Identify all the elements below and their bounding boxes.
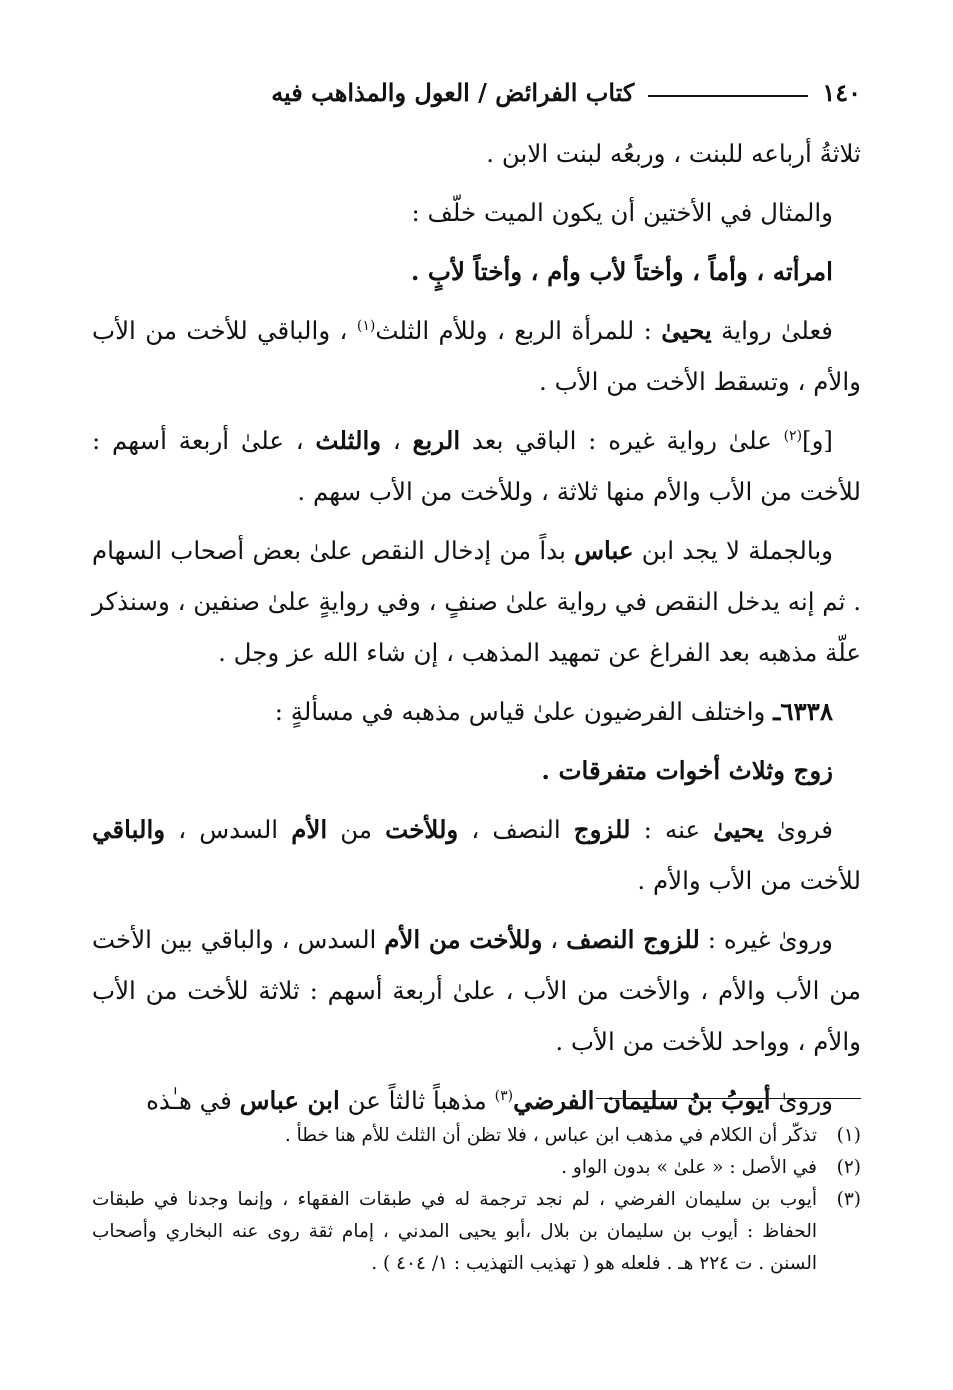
paragraph: ٦٣٣٨ـ واختلف الفرضيون علىٰ قياس مذهبه في مسألةٍ : (274, 697, 833, 726)
paragraph: [و]$^{(٢)}$ علىٰ رواية غيره : الباقي بعد الربع ، والثلث ، علىٰ أربعة أسهم : للأخت من الأب والأم منها ثلاثة ، وللأخت من الأب سهم . (92, 426, 861, 506)
footnote-ref[interactable]: (٣) (494, 1087, 514, 1104)
footnote-ref[interactable]: (٢) (783, 427, 803, 444)
paragraph: امرأته ، وأماً ، وأختاً لأب وأم ، وأختاً لأبٍ . (410, 257, 833, 286)
paragraph: والمثال في الأختين أن يكون الميت خلّف : (411, 198, 833, 227)
footnote-number: (٢) (836, 1157, 861, 1178)
paragraph: وروىٰ أيوبُ بنُ سليمان الفرضي$^{(٣)}$ مذهباً ثالثاً عن ابن عباس في هـٰذه (146, 1086, 833, 1115)
footnote-number: (٣) (836, 1189, 861, 1210)
footnote-number: (١) (836, 1125, 861, 1146)
footnote (92, 1184, 861, 1280)
footnote-separator (596, 1098, 861, 1099)
running-header (92, 74, 861, 110)
page-number: ١٤٠ (822, 77, 861, 107)
paragraph: ثلاثةُ أرباعه للبنت ، وربعُه لبنت الابن . (486, 139, 861, 168)
paragraph: فروىٰ يحيىٰ عنه : للزوج النصف ، وللأخت من الأم السدس ، والباقي للأخت من الأب والأم . (92, 815, 861, 895)
footnotes (92, 1120, 861, 1280)
paragraph: فعلىٰ رواية يحيىٰ : للمرأة الربع ، وللأم الثلث$^{(١)}$ ، والباقي للأخت من الأب والأم ، وتسقط الأخت من الأب . (92, 316, 861, 396)
paragraph: وبالجملة لا يجد ابن عباس بداً من إدخال النقص علىٰ بعض أصحاب السهام . ثم إنه يدخل النقص في رواية علىٰ صنفٍ ، وفي روايةٍ علىٰ صنفين ، وسنذكر علّة مذهبه بعد الفراغ عن تمهيد المذهب ، إن شاء الله عز وجل . (92, 536, 861, 667)
header-rule (648, 95, 808, 97)
footnote-text: أيوب بن سليمان الفرضي ، لم نجد ترجمة له في طبقات الفقهاء ، وإنما وجدنا في طبقات الحفاظ : أيوب بن سليمان بن بلال ،أبو يحيى المدني ، إمام ثقة روى عنه البخاري وأصحاب السنن . ت ٢٢٤ هـ . فلعله هو ( تهذيب التهذيب : ١/ ٤٠٤ ) . (92, 1189, 817, 1274)
footnote-text: في الأصل : « علىٰ » بدون الواو . (561, 1157, 817, 1178)
footnote-text: تذكّر أن الكلام في مذهب ابن عباس ، فلا تظن أن الثلث للأم هنا خطأ . (284, 1125, 817, 1146)
issue-number: ٦٣٣٨ـ (773, 697, 833, 726)
footnote (92, 1152, 861, 1184)
footnote (92, 1120, 861, 1152)
main-text (92, 128, 861, 1134)
paragraph: وروىٰ غيره : للزوج النصف ، وللأخت من الأم السدس ، والباقي بين الأخت من الأب والأم ، والأخت من الأب ، علىٰ أربعة أسهم : ثلاثة للأخت من الأب والأم ، وواحد للأخت من الأب . (92, 925, 861, 1056)
footnote-ref[interactable]: (١) (356, 317, 376, 334)
paragraph: زوج وثلاث أخوات متفرقات . (541, 756, 833, 785)
running-title: كتاب الفرائض / العول والمذاهب فيه (271, 77, 635, 107)
